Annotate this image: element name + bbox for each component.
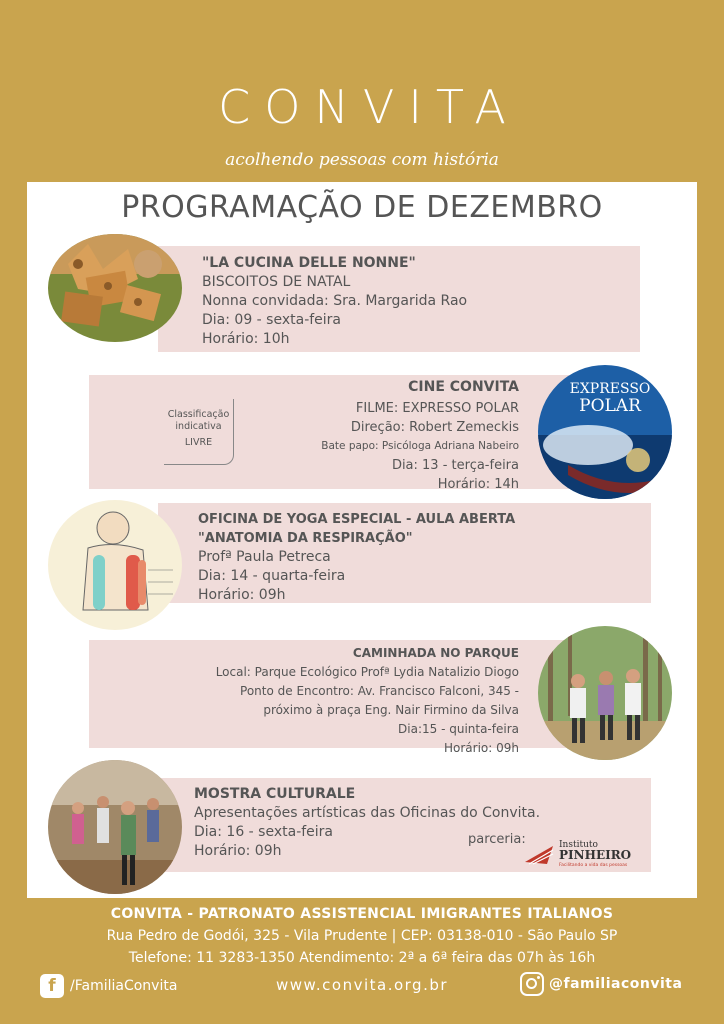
event-film: FILME: EXPRESSO POLAR [355,401,519,416]
event-meeting-point [89,682,519,701]
brand-tagline: acolhendo pessoas com história [225,150,499,170]
meeting-label: Ponto de Encontro: [240,684,354,698]
event-time: Horário: 10h [202,331,290,347]
poster-title-b: POLAR [579,396,641,416]
event-card-culture [158,778,651,872]
partner-name-b: PINHEIRO [559,848,632,862]
event-date: Dia: 09 - sexta-feira [202,312,342,328]
website-link[interactable]: www.convita.org.br [275,976,449,994]
instagram-handle: @familiaconvita [549,976,683,992]
footer-address: Rua Pedro de Godói, 325 - Vila Prudente | CEP: 03138-010 - São Paulo SP [106,928,618,944]
partner-label: parceria: [468,832,526,847]
brand-logo: CONVITA [218,80,520,134]
event-date: Dia: 13 - terça-feira [391,458,519,473]
event-subtitle: BISCOITOS DE NATAL [202,274,351,290]
event-teacher: Profª Paula Petreca [198,549,331,565]
event-location: Local: Parque Ecológico Profª Lydia Natalizio Diogo [215,665,519,679]
event-date: Dia: 14 - quarta-feira [198,568,346,584]
anatomy-illustration [48,500,182,630]
page-title: PROGRAMAÇÃO DE DEZEMBRO [121,190,603,225]
event-title: "LA CUCINA DELLE NONNE" [202,255,416,271]
cookies-photo [48,234,182,342]
polar-express-poster [538,365,672,499]
event-reference: próximo à praça Eng. Nair Firmino da Silva [263,703,519,717]
facebook-icon: f [40,974,64,998]
facebook-handle: /FamiliaConvita [70,978,178,994]
rating-label: Classificação [167,409,230,420]
park-walk-photo [538,626,672,760]
event-time: Horário: 09h [444,741,519,755]
event-card-cucina [158,246,640,352]
age-rating-badge [164,399,234,465]
instagram-icon [520,972,544,996]
poster-title-a: EXPRESSO [569,381,651,397]
event-date: Dia: 16 - sexta-feira [194,824,334,840]
footer-phone: Telefone: 11 3283-1350 Atendimento: 2ª a 6ª feira das 07h às 16h [128,950,596,966]
event-card-cinema [89,375,569,492]
rating-value: LIVRE [184,437,213,448]
meeting-address: Av. Francisco Falconi, 345 - [357,684,519,698]
event-director: Direção: Robert Zemeckis [350,420,519,435]
footer-organization: CONVITA - PATRONATO ASSISTENCIAL IMIGRANTES ITALIANOS [110,906,614,922]
event-title: MOSTRA CULTURALE [194,786,356,802]
event-title: OFICINA DE YOGA ESPECIAL - AULA ABERTA [198,512,516,527]
partner-name-a: Instituto [559,840,598,850]
event-talk: Bate papo: Psicóloga Adriana Nabeiro [321,440,519,452]
culture-show-photo [48,760,182,894]
event-guest: Nonna convidada: Sra. Margarida Rao [202,293,468,309]
instagram-link[interactable] [520,972,682,996]
event-time: Horário: 14h [437,477,519,492]
partner-logo [523,836,638,868]
event-time: Horário: 09h [194,843,282,859]
event-title: CAMINHADA NO PARQUE [352,646,519,660]
event-card-walk [89,640,569,755]
event-date: Dia:15 - quinta-feira [398,722,519,736]
event-subtitle: "ANATOMIA DA RESPIRAÇÃO" [198,531,413,546]
event-time: Horário: 09h [198,587,286,603]
rating-label-2: indicativa [175,421,222,432]
event-card-yoga [158,503,651,603]
event-title: CINE CONVITA [408,379,519,395]
event-description: Apresentações artísticas das Oficinas do Convita. [194,805,541,821]
partner-name-c: Facilitando a vida das pessoas [559,863,628,868]
